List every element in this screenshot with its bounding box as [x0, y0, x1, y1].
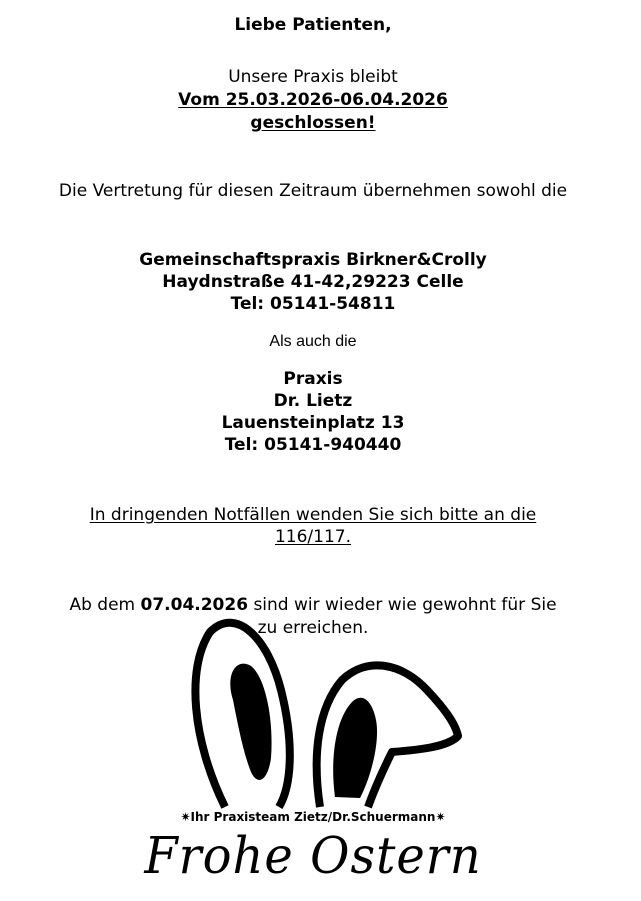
practice1-name: Gemeinschaftspraxis Birkner&Crolly	[139, 250, 487, 270]
reopen-line2: zu erreichen.	[257, 618, 369, 638]
greeting: Liebe Patienten,	[234, 15, 392, 35]
intro-text: Unsere Praxis bleibt	[228, 67, 398, 87]
practice2-line2: Dr. Lietz	[273, 391, 353, 411]
reopen-date: 07.04.2026	[140, 595, 249, 615]
practice1-phone: Tel: 05141-54811	[230, 294, 396, 314]
left-ear	[195, 623, 289, 807]
team-signature: ✷Ihr Praxisteam Zietz/Dr.Schuermann✷	[180, 810, 446, 824]
easter-greeting: Frohe Ostern	[144, 826, 482, 886]
right-ear	[317, 665, 458, 807]
practice2-address: Lauensteinplatz 13	[221, 413, 405, 433]
closure-dates: Vom 25.03.2026-06.04.2026	[178, 90, 448, 110]
reopen-suffix: sind wir wieder wie gewohnt für Sie	[248, 595, 557, 615]
substitute-intro: Die Vertretung für diesen Zeitraum übernehmen sowohl die	[58, 181, 568, 201]
reopen-prefix: Ab dem	[69, 595, 141, 615]
as-well-text: Als auch die	[269, 333, 357, 350]
closed-text: geschlossen!	[250, 113, 376, 133]
practice1-address: Haydnstraße 41-42,29223 Celle	[162, 272, 464, 292]
emergency-line2: 116/117.	[274, 527, 352, 547]
practice2-phone: Tel: 05141-940440	[224, 435, 402, 455]
practice2-line1: Praxis	[283, 369, 343, 389]
emergency-line1: In dringenden Notfällen wenden Sie sich bitte an die	[89, 505, 537, 525]
